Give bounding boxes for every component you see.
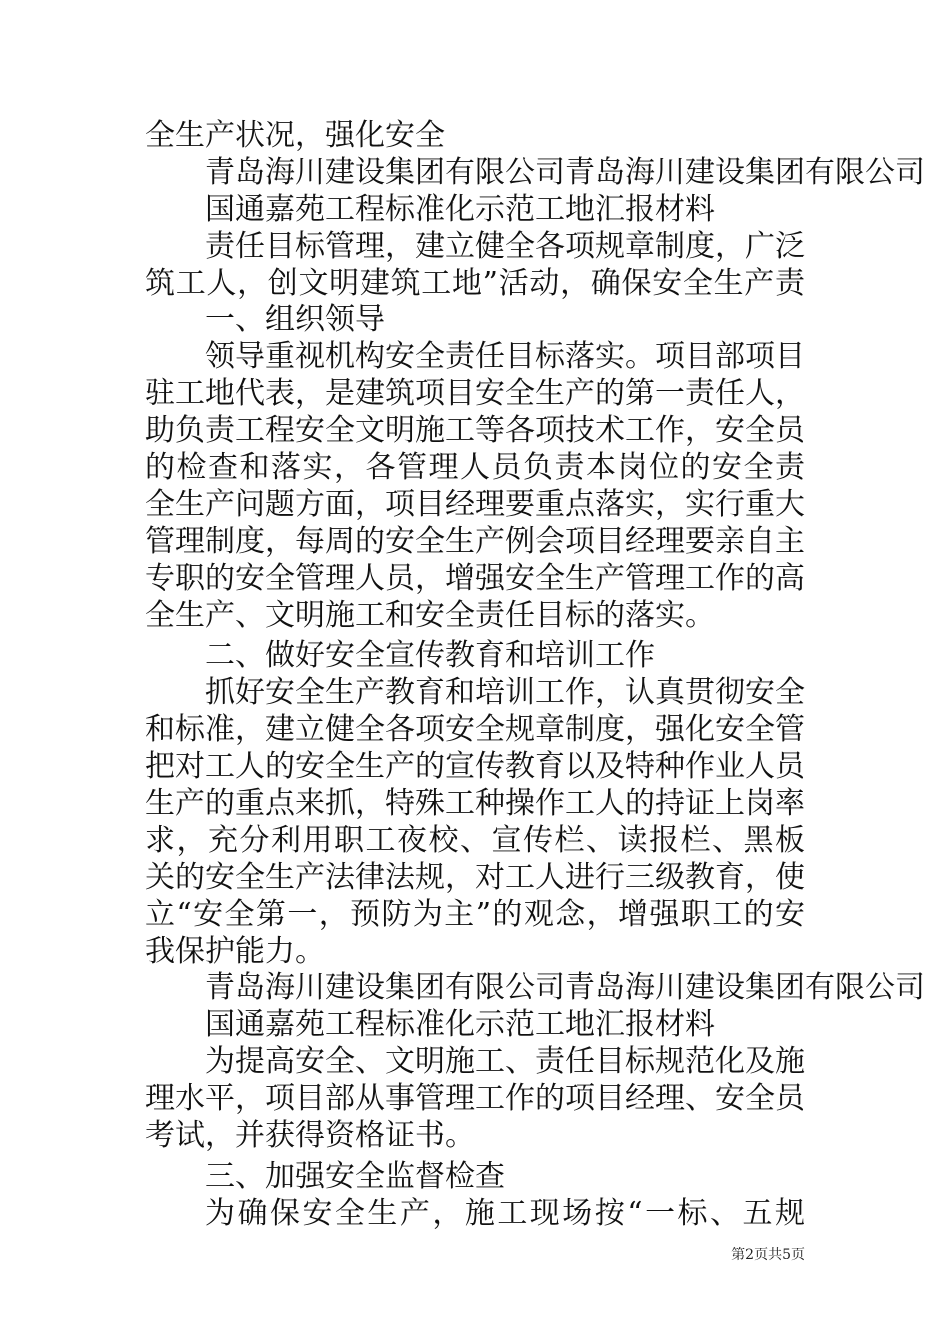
page-number: 第2页共5页 xyxy=(731,1247,805,1263)
text-line: 青岛海川建设集团有限公司青岛海川建设集团有限公司 xyxy=(205,154,925,190)
text-line: 管理制度，每周的安全生产例会项目经理要亲自主 xyxy=(145,523,805,559)
text-line: 生产的重点来抓，特殊工种操作工人的持证上岗率 xyxy=(145,786,805,822)
document-body xyxy=(145,118,925,1233)
text-line: 三、加强安全监督检查 xyxy=(205,1158,505,1194)
text-line: 关的安全生产法律法规，对工人进行三级教育，使 xyxy=(145,859,805,895)
text-line: 求，充分利用职工夜校、宣传栏、读报栏、黑板 xyxy=(145,822,805,858)
text-line: 二、做好安全宣传教育和培训工作 xyxy=(205,638,655,674)
text-line: 把对工人的安全生产的宣传教育以及特种作业人员 xyxy=(145,749,805,785)
text-line: 领导重视机构安全责任目标落实。项目部项目 xyxy=(205,339,805,375)
text-line: 全生产、文明施工和安全责任目标的落实。 xyxy=(145,597,715,633)
text-line: 青岛海川建设集团有限公司青岛海川建设集团有限公司 xyxy=(205,970,925,1006)
text-line: 我保护能力。 xyxy=(145,933,325,969)
text-line: 为提高安全、文明施工、责任目标规范化及施 xyxy=(205,1044,805,1080)
text-line: 为确保安全生产，施工现场按“一标、五规 xyxy=(205,1195,805,1231)
text-line: 助负责工程安全文明施工等各项技术工作，安全员 xyxy=(145,413,805,449)
text-line: 筑工人，创文明建筑工地”活动，确保安全生产责 xyxy=(145,265,805,301)
text-line: 抓好安全生产教育和培训工作，认真贯彻安全 xyxy=(205,675,805,711)
text-line: 全生产问题方面，项目经理要重点落实，实行重大 xyxy=(145,486,805,522)
text-line: 国通嘉苑工程标准化示范工地汇报材料 xyxy=(205,1007,715,1043)
text-line: 考试，并获得资格证书。 xyxy=(145,1118,475,1154)
text-line: 全生产状况，强化安全 xyxy=(145,118,445,153)
text-line: 一、组织领导 xyxy=(205,302,385,338)
text-line: 的检查和落实，各管理人员负责本岗位的安全责 xyxy=(145,450,805,486)
text-line: 和标准，建立健全各项安全规章制度，强化安全管 xyxy=(145,712,805,748)
text-line: 责任目标管理，建立健全各项规章制度，广泛 xyxy=(205,228,805,264)
text-line: 国通嘉苑工程标准化示范工地汇报材料 xyxy=(205,191,715,227)
text-line: 专职的安全管理人员，增强安全生产管理工作的高 xyxy=(145,560,805,596)
text-line: 驻工地代表，是建筑项目安全生产的第一责任人， xyxy=(145,376,805,412)
text-line: 立“安全第一，预防为主”的观念，增强职工的安 xyxy=(145,896,805,932)
text-line: 理水平，项目部从事管理工作的项目经理、安全员 xyxy=(145,1081,805,1117)
